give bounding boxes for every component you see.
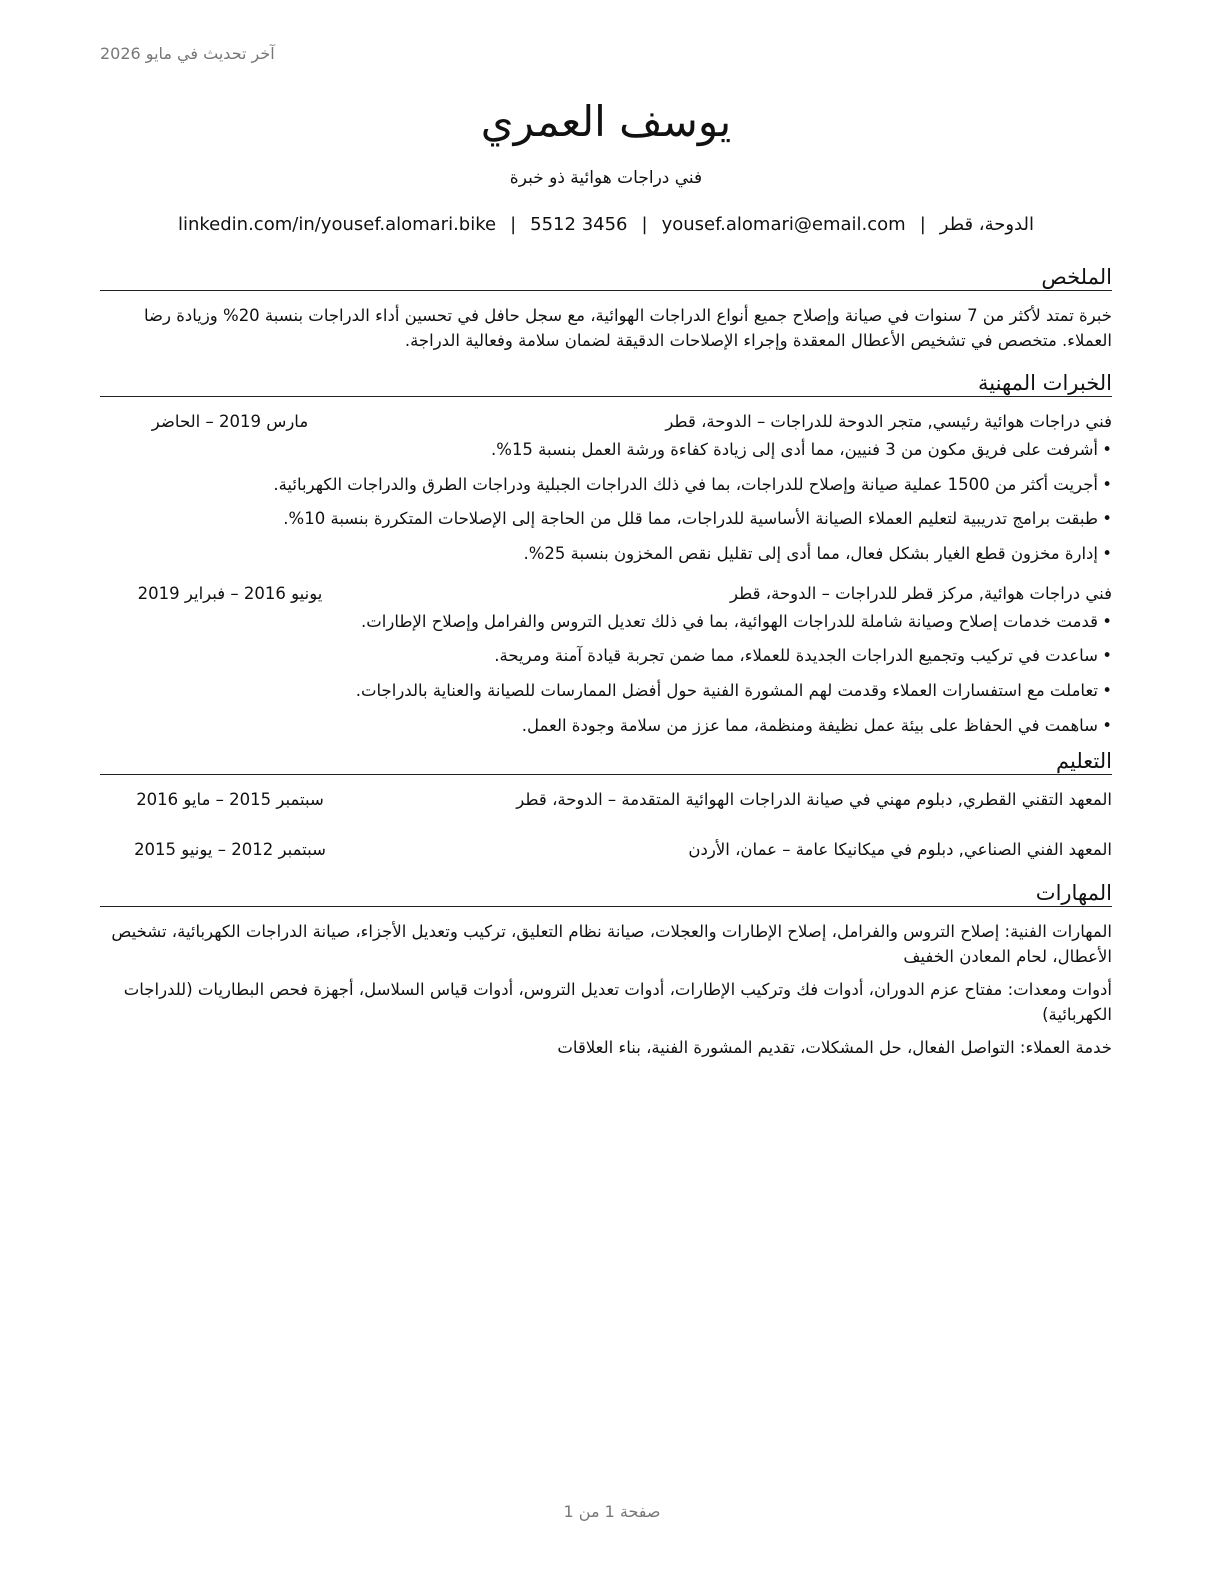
contact-separator: | (510, 214, 517, 235)
job-role: فني دراجات هوائية رئيسي, متجر الدوحة للدراجات – الدوحة، قطر (665, 412, 1112, 431)
skill-line: خدمة العملاء: التواصل الفعال، حل المشكلات، تقديم المشورة الفنية، بناء العلاقات (557, 1037, 1112, 1057)
education-entry (100, 837, 1112, 863)
contact-location: الدوحة، قطر (939, 214, 1035, 235)
skill-line: المهارات الفنية: إصلاح التروس والفرامل، إصلاح الإطارات والعجلات، صيانة نظام التعليق، تركيب وتعديل الأجزاء، صيانة الدراجات الكهربائية، تشخيص الأعطال، لحام المعادن الخفيف (111, 921, 1112, 966)
job-entry (100, 581, 1112, 739)
candidate-name: يوسف العمري (480, 97, 732, 146)
skill-line: أدوات ومعدات: مفتاح عزم الدوران، أدوات فك وتركيب الإطارات، أدوات تعديل التروس، أدوات قياس السلاسل، أجهزة فحص البطاريات (للدراجات الكهربائية) (123, 979, 1112, 1024)
job-header (100, 581, 1112, 607)
job-entry (100, 409, 1112, 567)
contact-separator: | (919, 214, 926, 235)
skills-heading: المهارات (100, 881, 1112, 907)
job-dates: يونيو 2016 – فبراير 2019 (137, 583, 323, 603)
contact-linkedin[interactable]: linkedin.com/in/yousef.alomari.bike (177, 214, 497, 235)
candidate-title: فني دراجات هوائية ذو خبرة (509, 168, 703, 188)
summary-text: خبرة تمتد لأكثر من 7 سنوات في صيانة وإصلاح جميع أنواع الدراجات الهوائية، مع سجل حافل في تحسين أداء الدراجات بنسبة 20% وزيادة رضا العملاء. متخصص في تشخيص الأعطال المعقدة وإجراء الإصلاحات الدقيقة لضمان سلامة وفعالية الدراجة. (143, 306, 1112, 350)
education-dates: سبتمبر 2012 – يونيو 2015 (134, 839, 326, 859)
job-bullets (100, 609, 1112, 739)
job-dates: مارس 2019 – الحاضر (151, 412, 309, 431)
contact-line (100, 214, 1112, 235)
education-heading: التعليم (100, 749, 1112, 775)
contact-phone: 3456 5512 (530, 214, 628, 235)
job-role: فني دراجات هوائية, مركز قطر للدراجات – الدوحة، قطر (730, 583, 1112, 603)
experience-heading: الخبرات المهنية (100, 371, 1112, 397)
last-updated-note: آخر تحديث في مايو 2026 (100, 44, 275, 63)
resume-page (100, 90, 1112, 1068)
job-bullets (100, 437, 1112, 567)
list-item: • إدارة مخزون قطع الغيار بشكل فعال، مما أدى إلى تقليل نقص المخزون بنسبة 25%. (100, 541, 1098, 567)
contact-email[interactable]: yousef.alomari@email.com (661, 214, 906, 235)
summary-heading: الملخص (100, 265, 1112, 291)
education-dates: سبتمبر 2015 – مايو 2016 (136, 789, 324, 809)
list-item: • ساهمت في الحفاظ على بيئة عمل نظيفة ومنظمة، مما عزز من سلامة وجودة العمل. (100, 713, 1098, 739)
education-text: المعهد التقني القطري, دبلوم مهني في صيانة الدراجات الهوائية المتقدمة – الدوحة، قطر (516, 789, 1112, 809)
list-item: • قدمت خدمات إصلاح وصيانة شاملة للدراجات الهوائية، بما في ذلك تعديل التروس والفرامل وإصلاح الإطارات. (100, 609, 1098, 635)
job-header (100, 409, 1112, 435)
list-item: • طبقت برامج تدريبية لتعليم العملاء الصيانة الأساسية للدراجات، مما قلل من الحاجة إلى الإصلاحات المتكررة بنسبة 10%. (100, 506, 1098, 532)
list-item: • أشرفت على فريق مكون من 3 فنيين، مما أدى إلى زيادة كفاءة ورشة العمل بنسبة 15%. (100, 437, 1098, 463)
education-text: المعهد الفني الصناعي, دبلوم في ميكانيكا عامة – عمان، الأردن (688, 839, 1112, 859)
page-number: صفحة 1 من 1 (563, 1502, 661, 1521)
list-item: • ساعدت في تركيب وتجميع الدراجات الجديدة للعملاء، مما ضمن تجربة قيادة آمنة ومريحة. (100, 643, 1098, 669)
list-item: • أجريت أكثر من 1500 عملية صيانة وإصلاح للدراجات، بما في ذلك الدراجات الجبلية ودراجات الطرق والدراجات الكهربائية. (100, 472, 1098, 498)
contact-separator: | (641, 214, 648, 235)
education-entry (100, 787, 1112, 813)
list-item: • تعاملت مع استفسارات العملاء وقدمت لهم المشورة الفنية حول أفضل الممارسات للصيانة والعناية بالدراجات. (100, 678, 1098, 704)
